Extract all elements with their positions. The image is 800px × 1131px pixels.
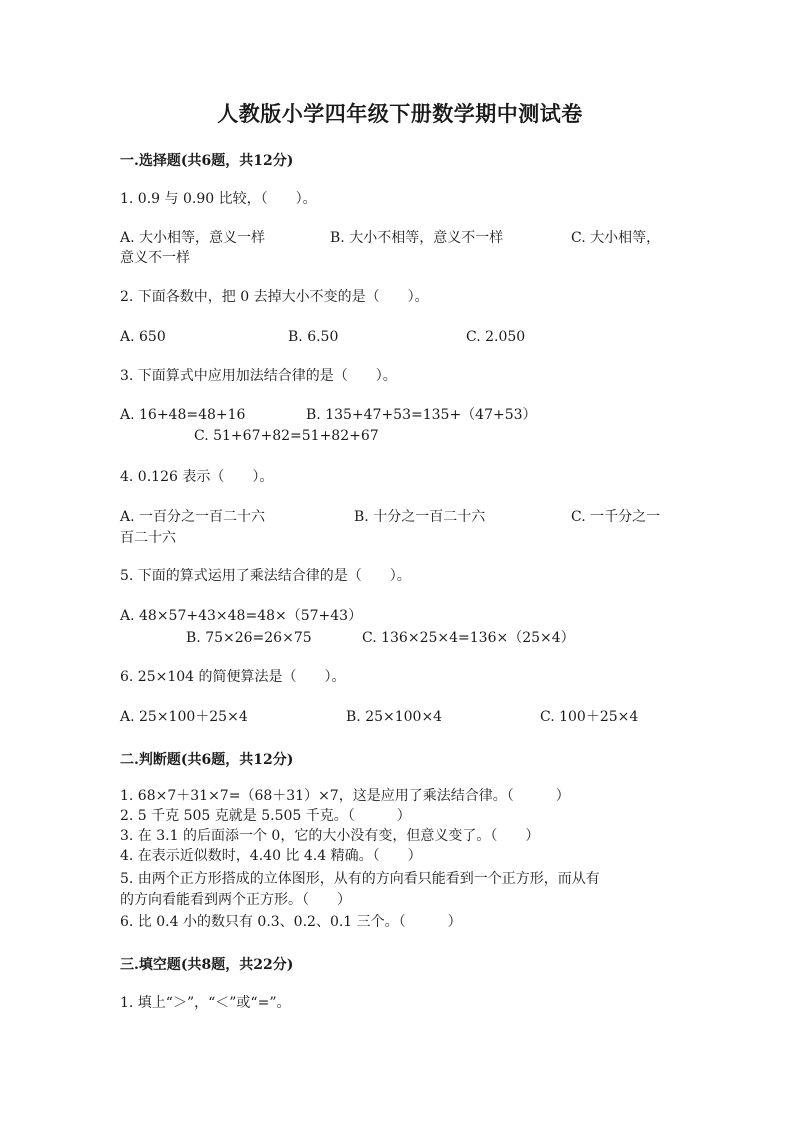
question-stem: 2. 下面各数中，把 0 去掉大小不变的是（ ）。 <box>120 289 429 305</box>
option-b: B. 6.50 <box>288 329 339 345</box>
section-heading-judgement: 二.判断题(共6题，共12分) <box>120 752 294 768</box>
option-c: C. 2.050 <box>466 329 526 345</box>
option-c-continued: 意义不一样 <box>120 250 190 266</box>
option-b: B. 75×26=26×75 <box>186 630 312 646</box>
option-b: B. 135+47+53=135+（47+53） <box>306 407 537 423</box>
judgement-item: 2. 5 千克 505 克就是 5.505 千克。（ ） <box>120 808 411 824</box>
option-c: C. 大小相等， <box>571 230 661 246</box>
option-b: B. 25×100×4 <box>346 709 443 725</box>
question-stem: 3. 下面算式中应用加法结合律的是（ ）。 <box>120 368 397 384</box>
option-a: A. 大小相等，意义一样 <box>120 230 266 246</box>
section-heading-choice: 一.选择题(共6题，共12分) <box>120 153 294 169</box>
option-a: A. 48×57+43×48=48×（57+43） <box>120 608 363 624</box>
option-a: A. 25×100＋25×4 <box>120 709 248 725</box>
question-stem: 5. 下面的算式运用了乘法结合律的是（ ）。 <box>120 568 411 584</box>
judgement-item-continued: 的方向看能看到两个正方形。（ ） <box>120 892 351 908</box>
judgement-item: 4. 在表示近似数时，4.40 比 4.4 精确。（ ） <box>120 848 422 864</box>
fill-in-item: 1. 填上“＞”，“＜”或“=”。 <box>120 995 291 1011</box>
option-c: C. 136×25×4=136×（25×4） <box>362 630 575 646</box>
section-heading-fill-in: 三.填空题(共8题，共22分) <box>120 957 294 973</box>
judgement-item: 1. 68×7＋31×7=（68＋31）×7，这是应用了乘法结合律。（ ） <box>120 788 570 804</box>
option-a: A. 650 <box>120 329 166 345</box>
option-c: C. 51+67+82=51+82+67 <box>194 428 379 444</box>
option-c-continued: 百二十六 <box>120 530 176 546</box>
question-stem: 4. 0.126 表示（ ）。 <box>120 469 274 485</box>
question-stem: 6. 25×104 的简便算法是（ ）。 <box>120 669 346 685</box>
option-a: A. 一百分之一百二十六 <box>120 509 266 525</box>
page-title: 人教版小学四年级下册数学期中测试卷 <box>217 101 583 126</box>
option-c: C. 100＋25×4 <box>540 709 639 725</box>
judgement-item: 3. 在 3.1 的后面添一个 0，它的大小没有变，但意义变了。（ ） <box>120 828 540 844</box>
option-a: A. 16+48=48+16 <box>120 407 246 423</box>
option-b: B. 十分之一百二十六 <box>354 509 486 525</box>
question-stem: 1. 0.9 与 0.90 比较，（ ）。 <box>120 191 317 207</box>
judgement-item: 6. 比 0.4 小的数只有 0.3、0.2、0.1 三个。（ ） <box>120 914 462 930</box>
option-c: C. 一千分之一 <box>571 509 661 525</box>
judgement-item: 5. 由两个正方形搭成的立体图形，从有的方向看只能看到一个正方形，而从有 <box>120 871 600 887</box>
option-b: B. 大小不相等，意义不一样 <box>330 230 504 246</box>
